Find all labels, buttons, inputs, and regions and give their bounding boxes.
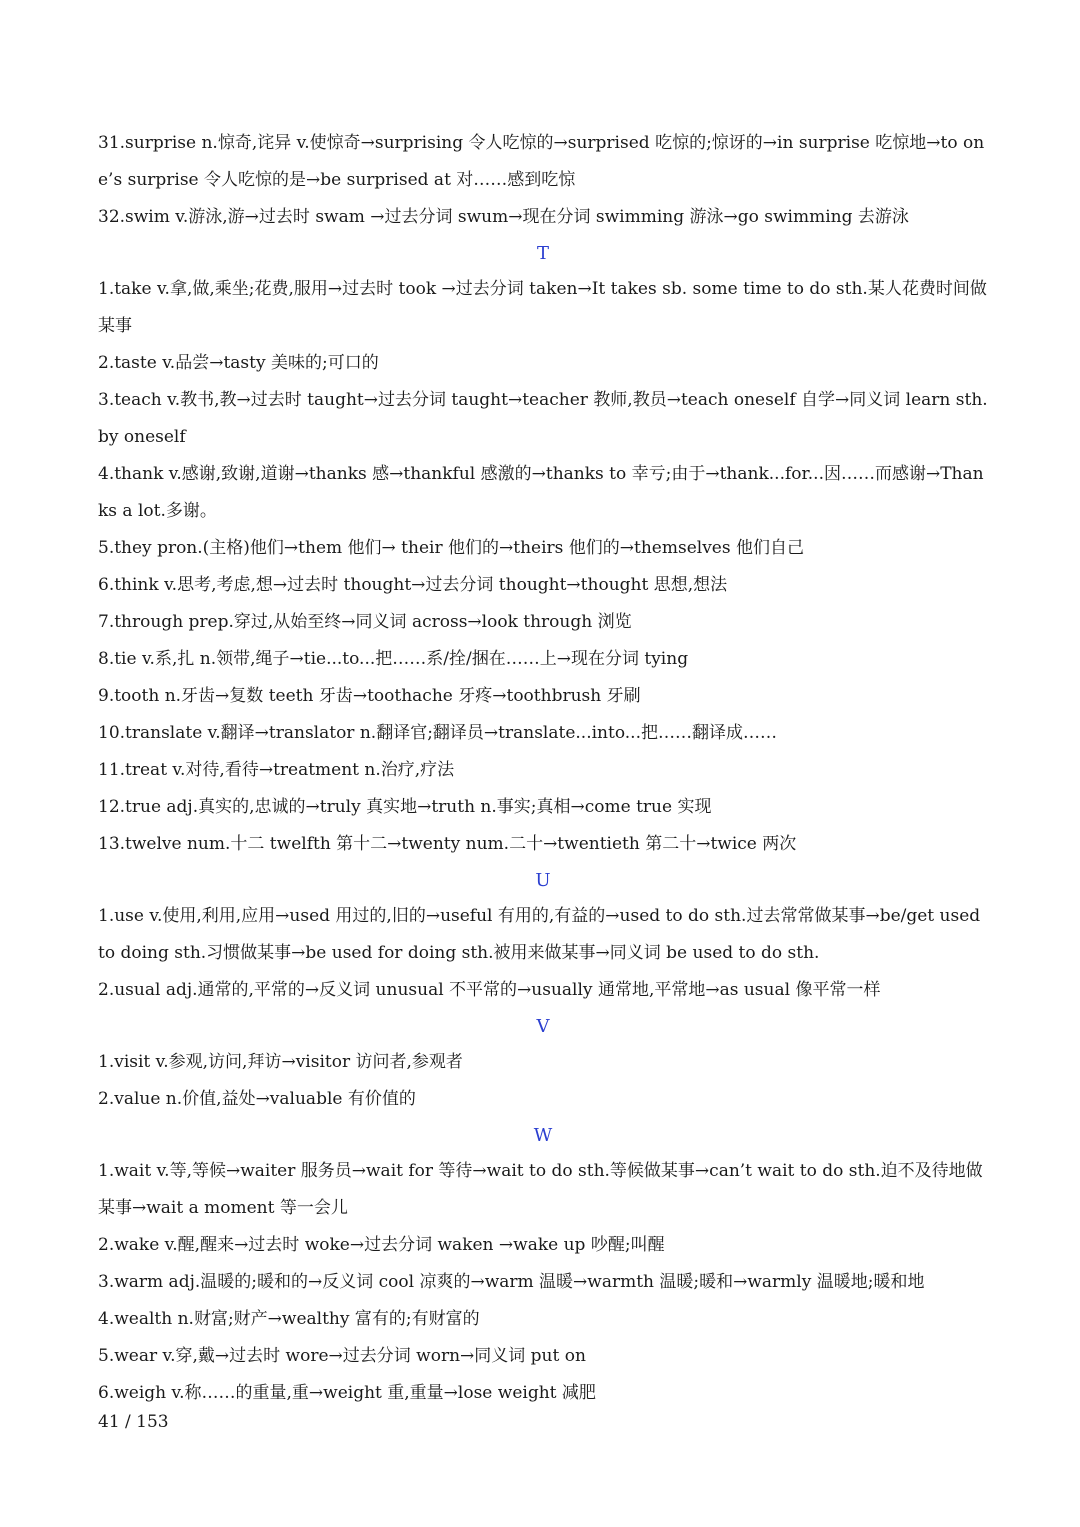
entry-use: 1.use v.使用,利用,应用→used 用过的,旧的→useful 有用的,有益的→used to do sth.过去常常做某事→be/get used to doing sth.习惯做某事→be used for doing sth.被用来做某事→同义词 be used to do sth. [98, 906, 981, 963]
section-heading-w: W [533, 1125, 553, 1146]
section-heading-u: U [535, 870, 551, 891]
entry-value: 2.value n.价值,益处→valuable 有价值的 [98, 1089, 416, 1109]
entry-tie: 8.tie v.系,扎 n.领带,绳子→tie...to...把……系/拴/捆在……上→现在分词 tying [98, 649, 689, 669]
entry-wake: 2.wake v.醒,醒来→过去时 woke→过去分词 waken →wake up 吵醒;叫醒 [98, 1235, 665, 1255]
entry-teach: 3.teach v.教书,教→过去时 taught→过去分词 taught→teacher 教师,教员→teach oneself 自学→同义词 learn sth. by oneself [98, 390, 988, 447]
entry-wealth: 4.wealth n.财富;财产→wealthy 富有的;有财富的 [98, 1309, 480, 1329]
entry-tooth: 9.tooth n.牙齿→复数 teeth 牙齿→toothache 牙疼→toothbrush 牙刷 [98, 686, 641, 706]
entry-visit: 1.visit v.参观,访问,拜访→visitor 访问者,参观者 [98, 1052, 463, 1072]
entry-twelve: 13.twelve num.十二 twelfth 第十二→twenty num.二十→twentieth 第二十→twice 两次 [98, 834, 797, 854]
entry-taste: 2.taste v.品尝→tasty 美味的;可口的 [98, 353, 379, 373]
entry-usual: 2.usual adj.通常的,平常的→反义词 unusual 不平常的→usually 通常地,平常地→as usual 像平常一样 [98, 980, 881, 1000]
entry-true: 12.true adj.真实的,忠诚的→truly 真实地→truth n.事实;真相→come true 实现 [98, 797, 712, 817]
entry-weigh: 6.weigh v.称……的重量,重→weight 重,重量→lose weight 减肥 [98, 1383, 596, 1403]
section-heading-t: T [536, 243, 549, 264]
entry-wear: 5.wear v.穿,戴→过去时 wore→过去分词 worn→同义词 put on [98, 1346, 586, 1366]
entry-think: 6.think v.思考,考虑,想→过去时 thought→过去分词 thought→thought 思想,想法 [98, 575, 728, 595]
entry-they: 5.they pron.(主格)他们→them 他们→ their 他们的→theirs 他们的→themselves 他们自己 [98, 538, 804, 558]
page-number: 41 / 153 [98, 1412, 169, 1432]
document-body [98, 125, 988, 1412]
section-heading-v: V [536, 1016, 550, 1037]
entry-swim: 32.swim v.游泳,游→过去时 swam →过去分词 swum→现在分词 swimming 游泳→go swimming 去游泳 [98, 207, 909, 227]
entry-thank: 4.thank v.感谢,致谢,道谢→thanks 感→thankful 感激的→thanks to 幸亏;由于→thank...for...因……而感谢→Thanks a lot.多谢。 [98, 464, 984, 521]
entry-through: 7.through prep.穿过,从始至终→同义词 across→look through 浏览 [98, 612, 632, 632]
entry-wait: 1.wait v.等,等候→waiter 服务员→wait for 等待→wait to do sth.等候做某事→can’t wait to do sth.迫不及待地做某事→wait a moment 等一会儿 [98, 1161, 983, 1218]
entry-take: 1.take v.拿,做,乘坐;花费,服用→过去时 took →过去分词 taken→It takes sb. some time to do sth.某人花费时间做某事 [98, 279, 987, 336]
entry-treat: 11.treat v.对待,看待→treatment n.治疗,疗法 [98, 760, 455, 780]
entry-warm: 3.warm adj.温暖的;暖和的→反义词 cool 凉爽的→warm 温暖→warmth 温暖;暖和→warmly 温暖地;暖和地 [98, 1272, 925, 1292]
entry-translate: 10.translate v.翻译→translator n.翻译官;翻译员→translate...into...把……翻译成…… [98, 723, 777, 743]
entry-surprise: 31.surprise n.惊奇,诧异 v.使惊奇→surprising 令人吃惊的→surprised 吃惊的;惊讶的→in surprise 吃惊地→to one’s surprise 令人吃惊的是→be surprised at 对……感到吃惊 [98, 133, 985, 190]
